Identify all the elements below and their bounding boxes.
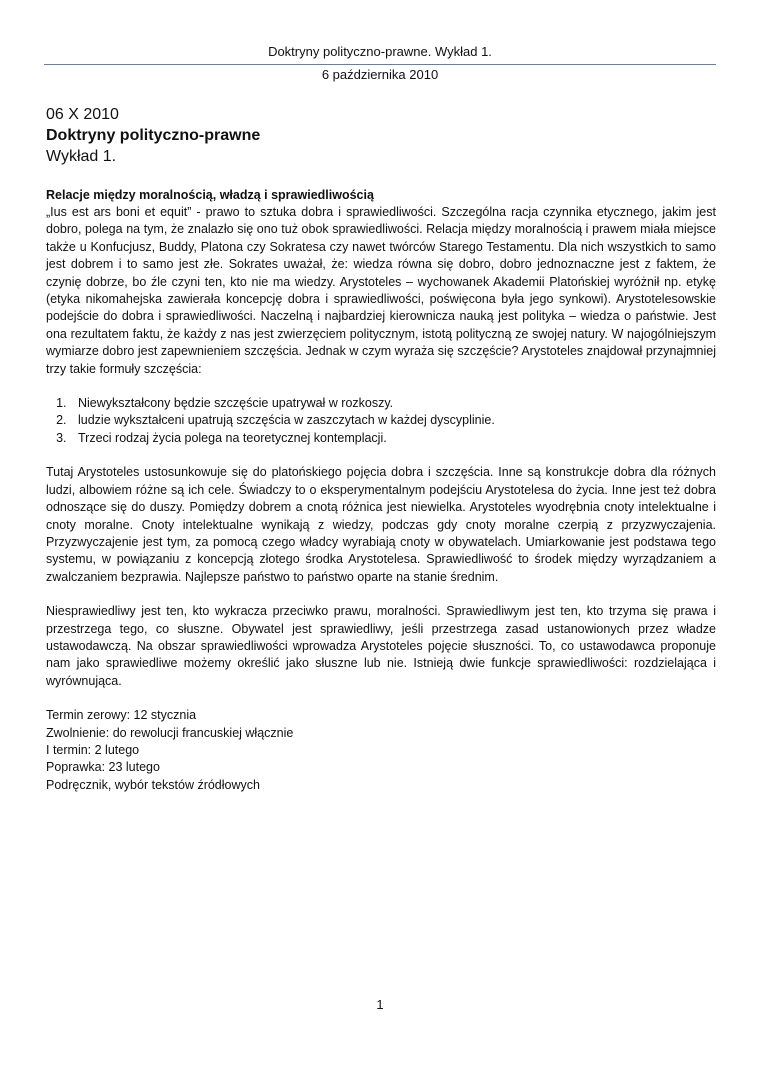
info-line: Termin zerowy: 12 stycznia (46, 708, 197, 723)
document-title: Doktryny polityczno-prawne (46, 127, 261, 144)
info-line: Poprawka: 23 lutego (46, 760, 160, 775)
header-divider (44, 64, 716, 65)
title-block (46, 104, 716, 167)
spacer (46, 378, 716, 395)
course-info (46, 707, 716, 794)
spacer (46, 586, 716, 603)
list-item: 2. ludzie wykształceni upatrują szczęścia w zaszczytach w każdej dyscyplinie. (70, 412, 716, 429)
document-body (46, 104, 716, 794)
list-item: 3. Trzeci rodzaj życia polega na teoretycznej kontemplacji. (70, 430, 716, 447)
info-line: I termin: 2 lutego (46, 742, 140, 757)
lecture-subtitle: Wykład 1. (46, 148, 117, 165)
spacer (46, 690, 716, 707)
info-line: Podręcznik, wybór tekstów źródłowych (46, 777, 260, 792)
header-date: 6 października 2010 (321, 67, 439, 82)
lecture-date: 06 X 2010 (46, 106, 119, 123)
paragraph-virtues: Tutaj Arystoteles ustosunkowuje się do platońskiego pojęcia dobra i szczęścia. Inne są konstrukcje dobra dla różnych ludzi, albowiem różne są ich cele. Świadczy to o eksperymentalnym podejściu Arystotelesa do życia. Inne jest też dobra odnoszące się do duszy. Pomiędzy dobrem a cnotą różnica jest niewielka. Arystoteles wyodrębnia cnoty intelektualne i cnoty moralne. Cnoty intelektualne wynikają z wiedzy, podczas gdy cnoty moralne czerpią z przyzwyczajenia. Przyzwyczajenie jest tym, za pomocą czego władcy wyrabiają cnoty w obywatelach. Umiarkowanie jest podstawa tego systemu, w powiązaniu z koncepcją złotego środka Arystotelesa. Sprawiedliwość to środek między wyrządzaniem a zwalczaniem bezprawia. Najlepsze państwo to państwo oparte na stanie średnim. (46, 465, 716, 584)
paragraph-justice: Niesprawiedliwy jest ten, kto wykracza przeciwko prawu, moralności. Sprawiedliwym jest ten, kto trzyma się prawa i przestrzega tego, co słuszne. Obywatel jest sprawiedliwy, jeśli przestrzega zasad ustanowionych przez władze ustawodawczą. Na obszar sprawiedliwości wprowadza Arystoteles pojęcie słuszności. To, co ustawodawca proponuje nam jako sprawiedliwe możemy określić jako słuszne lub nie. Istnieją dwie funkcje sprawiedliwości: rozdzielająca i wyrównująca. (46, 604, 716, 688)
page-number: 1 (376, 997, 384, 1012)
list-item: 1. Niewykształcony będzie szczęście upatrywał w rozkoszy. (70, 395, 716, 412)
happiness-forms-list (46, 395, 716, 447)
running-header: Doktryny polityczno-prawne. Wykład 1. (268, 44, 492, 59)
section-heading: Relacje między moralnością, władzą i sprawiedliwością (46, 188, 374, 202)
spacer (46, 447, 716, 464)
paragraph-intro: „Ius est ars boni et equit” - prawo to sztuka dobra i sprawiedliwości. Szczególna racja czynnika etycznego, jakim jest dobro, polega na tym, że znalazło się ono tuż obok sprawiedliwości. Relacja między moralnością i prawem miała miejsce także u Konfucjusz, Buddy, Platona czy Sokratesa czy nawet twórców Starego Testamentu. Dla nich wszystkich to samo jest dobrem i to samo jest złe. Sokrates uważał, że: wiedza równa się dobro, dobro jednoznaczne jest z faktem, że czynię dobrze, bo źle czyni ten, kto nie ma wiedzy. Arystoteles – wychowanek Akademii Platońskiej wyróżnił np. etykę (etyka nikomahejska zawierała koncepcję dobra i sprawiedliwości, poświęcona była jego synkowi). Arystotelesowskie podejście do dobra i sprawiedliwości. Naczelną i najbardziej kierownicza nauką jest polityka – wiedza o państwie. Jest ona rezultatem faktu, że każdy z nas jest zwierzęciem politycznym, istotą polityczną ze swojej natury. W najogólniejszym wymiarze dobro jest zapewnieniem szczęścia. Jednak w czym wyraża się szczęście? Arystoteles znajdował przynajmniej trzy takie formuły szczęścia: (46, 205, 716, 376)
info-line: Zwolnienie: do rewolucji francuskiej włącznie (46, 725, 294, 740)
